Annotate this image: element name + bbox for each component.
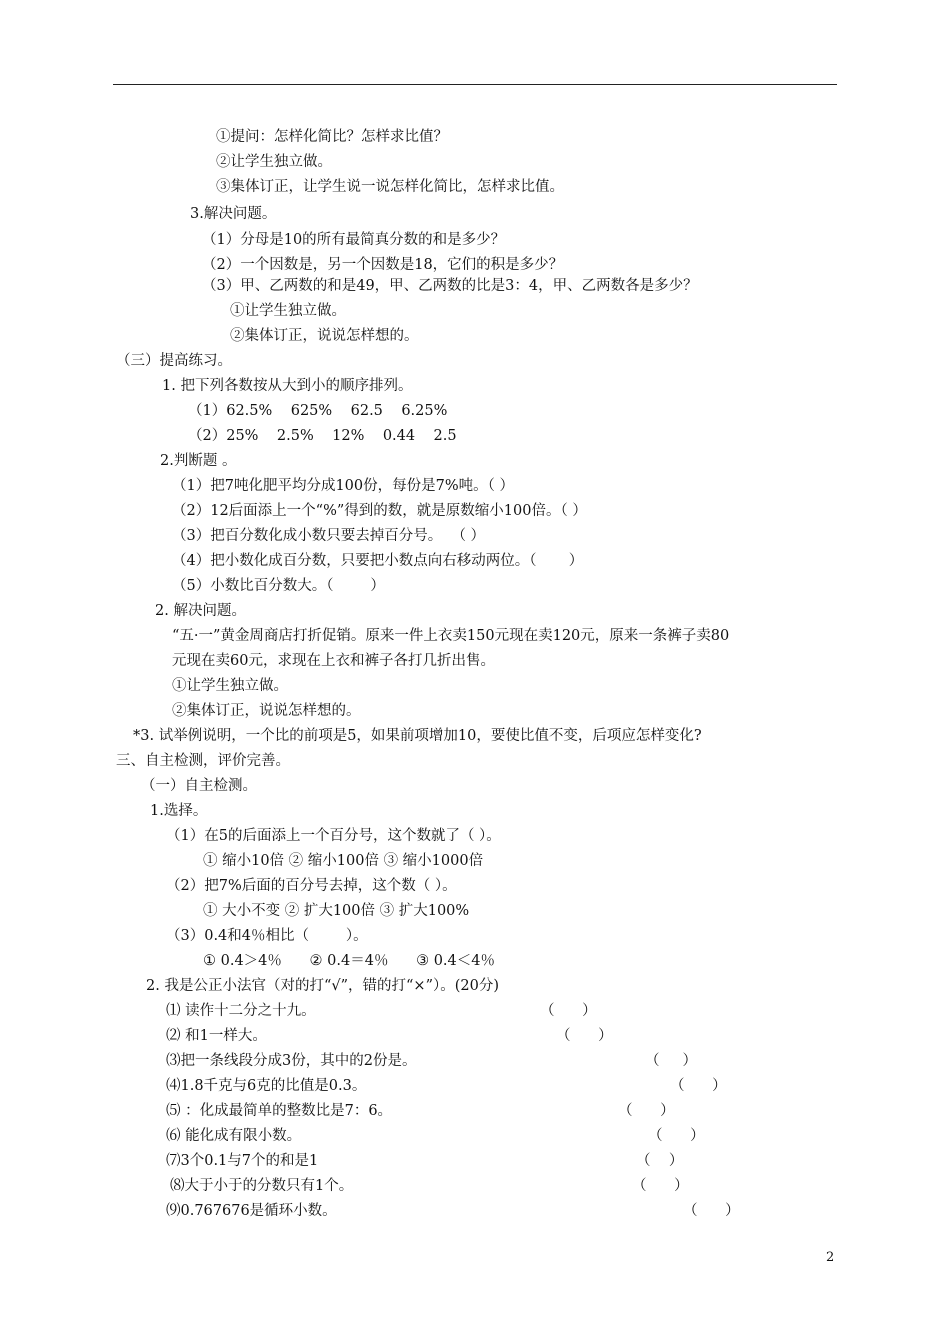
answer-blank: （ ） — [540, 1003, 597, 1019]
text-line: （2）12后面添上一个“%”得到的数，就是原数缩小100倍。（ ） — [172, 503, 587, 519]
text-line: “五·一”黄金周商店打折促销。原来一件上衣卖150元现在卖120元，原来一条裤子卖80 — [172, 628, 730, 644]
answer-blank: （ ） — [645, 1053, 698, 1069]
text-line: （3）甲、乙两数的和是49，甲、乙两数的比是3：4，甲、乙两数各是多少？ — [202, 278, 698, 294]
text-line: （5）小数比百分数大。（ ） — [172, 578, 385, 594]
text-line: 2. 解决问题。 — [155, 603, 246, 619]
text-line: （2）把7%后面的百分号去掉，这个数（ ）。 — [166, 878, 457, 894]
text-line: 1.选择。 — [150, 803, 208, 819]
text-line: （3）0.4和4％相比（ ）。 — [166, 928, 368, 944]
text-line: 元现在卖60元，求现在上衣和裤子各打几折出售。 — [172, 653, 495, 669]
text-line: 2.判断题 。 — [160, 453, 237, 469]
text-line: *3. 试举例说明，一个比的前项是5，如果前项增加10，要使比值不变，后项应怎样变化? — [133, 728, 702, 744]
text-line: ⑷1.8千克与6克的比值是0.3。 — [166, 1078, 367, 1094]
text-line: ⑴ 读作十二分之十九。 — [166, 1003, 316, 1019]
text-line: ⑺3个0.1与7个的和是1 — [166, 1153, 319, 1169]
text-line: （1）62.5% 625% 62.5 6.25% — [188, 403, 448, 419]
text-line: ②让学生独立做。 — [216, 154, 332, 170]
text-line: ①提问：怎样化简比？怎样求比值？ — [216, 129, 448, 145]
text-line: ⑵ 和1一样大。 — [166, 1028, 267, 1044]
page-number: 2 — [826, 1250, 835, 1265]
text-line: ⑻大于小于的分数只有1个。 — [170, 1178, 354, 1194]
text-line: ⑸ ：化成最简单的整数比是7：6。 — [166, 1103, 393, 1119]
text-line: ① 大小不变 ② 扩大100倍 ③ 扩大100% — [203, 903, 470, 919]
answer-blank: （ ） — [632, 1178, 689, 1194]
text-line: 3.解决问题。 — [190, 206, 277, 222]
header-rule — [113, 84, 837, 85]
text-line: ① 缩小10倍 ② 缩小100倍 ③ 缩小1000倍 — [203, 853, 484, 869]
answer-blank: （ ） — [636, 1153, 684, 1169]
text-line: （3）把百分数化成小数只要去掉百分号。 （ ） — [172, 528, 486, 544]
text-line: （4）把小数化成百分数，只要把小数点向右移动两位。（ ） — [172, 553, 584, 569]
text-line: ⑶把一条线段分成3份，其中的2份是。 — [166, 1053, 417, 1069]
text-line: （2）25% 2.5% 12% 0.44 2.5 — [188, 428, 457, 444]
section-heading: （三）提高练习。 — [116, 353, 232, 369]
text-line: ②集体订正，说说怎样想的。 — [230, 328, 419, 344]
text-line: ②集体订正，说说怎样想的。 — [172, 703, 361, 719]
text-line: （一）自主检测。 — [141, 778, 257, 794]
answer-blank: （ ） — [683, 1203, 740, 1219]
section-heading: 三、自主检测，评价完善。 — [116, 753, 290, 769]
text-line: 2. 我是公正小法官（对的打“√”，错的打“×”）。(20分) — [146, 978, 499, 994]
text-line: ⑹ 能化成有限小数。 — [166, 1128, 302, 1144]
text-line: ①让学生独立做。 — [172, 678, 288, 694]
text-line: ③集体订正，让学生说一说怎样化简比，怎样求比值。 — [216, 179, 564, 195]
answer-blank: （ ） — [648, 1128, 705, 1144]
answer-blank: （ ） — [618, 1103, 675, 1119]
answer-blank: （ ） — [556, 1028, 613, 1044]
answer-blank: （ ） — [670, 1078, 727, 1094]
text-line: （1）把7吨化肥平均分成100份，每份是7%吨。（ ） — [172, 478, 514, 494]
text-line: 1. 把下列各数按从大到小的顺序排列。 — [162, 378, 413, 394]
text-line: ⑼0.767676是循环小数。 — [166, 1203, 337, 1219]
text-line: （1）在5的后面添上一个百分号，这个数就了（ ）。 — [166, 828, 501, 844]
text-line: （1）分母是10的所有最简真分数的和是多少？ — [202, 232, 506, 248]
text-line: ①让学生独立做。 — [230, 303, 346, 319]
text-line: ① 0.4＞4％ ② 0.4＝4％ ③ 0.4＜4％ — [203, 953, 495, 969]
text-line: （2）一个因数是，另一个因数是18，它们的积是多少？ — [202, 257, 564, 273]
